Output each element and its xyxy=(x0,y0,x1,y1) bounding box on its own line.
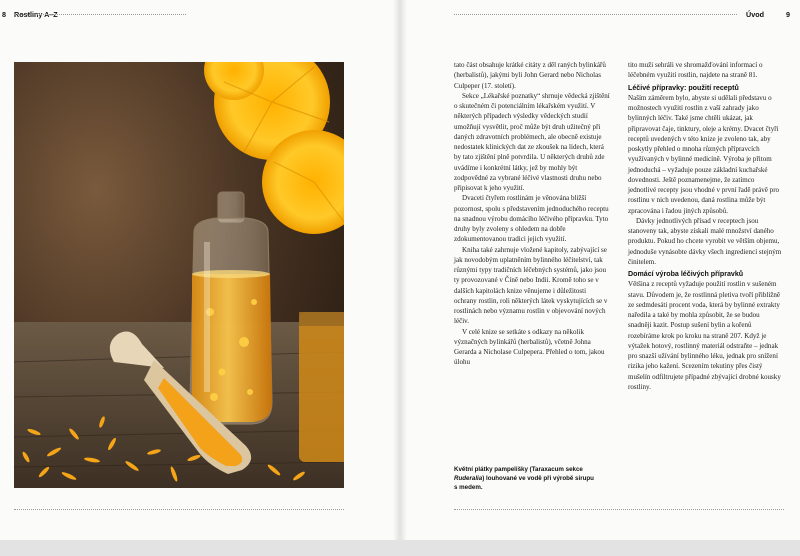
bottom-rule-right xyxy=(454,509,784,510)
bottom-rule-left xyxy=(14,509,344,510)
section-heading: Domácí výroba léčivých přípravků xyxy=(628,270,744,278)
caption-text: Květní plátky pampelišky (Taraxacum sekce xyxy=(454,466,583,473)
left-page-number: 8 xyxy=(2,10,6,19)
text-column-1 xyxy=(454,60,610,368)
bottom-strip xyxy=(0,540,800,556)
caption-text-end: ) louhované ve vodě při výrobě sirupu s medem. xyxy=(454,475,594,492)
right-page-number: 9 xyxy=(786,10,790,19)
text-column-2 xyxy=(628,60,784,392)
dandelion-oil-bottle-photo xyxy=(14,62,344,488)
paragraph: tito muži sehráli ve shromažďování informací o léčebném využití rostlin, najdete na straně 81. xyxy=(628,61,763,80)
caption-italic: Ruderalia xyxy=(454,475,483,483)
paragraph: Většina z receptů vyžaduje použití rostlin v sušeném stavu. Důvodem je, že rostlinná pletiva tvoří přibližně ze sedmdesáti procent voda, která by bylinné extrakty naředila a také by mohla způsobit, že se budou snadněji kazit. Postup sušení bylin a kořenů rozebíráme krok po kroku na straně 207. Když je výtažek hotový, rostlinný materiál odstraňte – jednak pro snazší užívání bylinného léku, jednak pro snížení rizika jeho kažení. Scezením tekutiny přes čistý mušelín odfiltrujete případné zbývající drobné kousky rostliny. xyxy=(628,280,781,391)
paragraph: Sekce „Lékařské poznatky“ shrnuje vědecká zjištění o skutečném či potenciálním lékařském využití. V některých případech výsledky vědeckých studií umožňují vysvětlit, proč může být druh užitečný při daných zdravotních problémech, ale obecně existuje nedostatek klinických dat ze zkoušek na lidech, která by tato zjištění plně potvrdila. U některých druhů zde uvádíme i konkrétní látky, jež by mohly být zodpovědné za vybrané léčivé vlastnosti druhu nebo připisovat k jeho využití. xyxy=(454,91,610,192)
right-running-head: Úvod xyxy=(746,10,764,19)
paragraph: Dvaceti čtyřem rostlinám je věnována bližší pozornost, spolu s představením jednoduchého receptu na snadnou výrobu domácího léčivého přípravku. Tyto druhy byly zvoleny s ohledem na dobře zdokumentovanou tradici jejich využití. xyxy=(454,194,609,244)
paragraph: V celé knize se setkáte s odkazy na několik význačných bylinkářů (herbalistů), včetně Johna Gerarda a Nicholase Culpepera. Přehled o tom, jakou úlohu xyxy=(454,327,605,367)
book-gutter xyxy=(393,0,407,556)
top-rule-left xyxy=(14,14,186,15)
paragraph: Naším záměrem bylo, abyste si udělali představu o možnostech využití rostlin z vaší zahrady jako bylinných léčiv. Také jsme chtěli ukázat, jak připravovat čaje, tinktury, oleje a krémy. Dvacet čtyři receptů uvedených v této knize je zvoleno tak, aby poskytly přehled o mnoha různých přípravcích využívaných v bylinné medicíně. Výroba je přitom jednoduchá – vyžaduje pouze základní kuchařské dovednosti. Ještě poznamenejme, že zatímco jednotlivé recepty jsou vhodné v první řadě právě pro rostlinu v nich uvedenou, daná rostlina může být zpracována i řadou jiných způsobů. xyxy=(628,93,780,215)
left-running-head: Rostliny A–Z xyxy=(14,10,58,19)
paragraph: tato část obsahuje krátké citáty z děl raných bylinkářů (herbalistů), jakými byli John Gerard nebo Nicholas Culpeper (17. století). xyxy=(454,61,606,90)
paragraph: Dávky jednotlivých přísad v receptech jsou stanoveny tak, abyste získali malé množství daného produktu. Pokud ho chcete vyrobit ve větším objemu, jednoduše vynásobte dávky všech ingrediencí stejným činitelem. xyxy=(628,216,782,266)
section-heading: Léčivé přípravky: použití receptů xyxy=(628,83,739,92)
paragraph: Kniha také zahrnuje vložené kapitoly, zabývající se jak novodobým uplatněním bylinného léčitelství, tak různými typy tradičních léčebných systémů, jako jsou ty provozované v Číně nebo Indii. Kromě toho se v dalších kapitolách knize věnujeme i důležitosti ochrany rostlin, roli některých látek vyskytujících se v rostlinách nebo významu rostlin v objevování nových léčiv. xyxy=(454,245,608,326)
photo-caption xyxy=(454,465,594,493)
top-rule-right xyxy=(454,14,737,15)
